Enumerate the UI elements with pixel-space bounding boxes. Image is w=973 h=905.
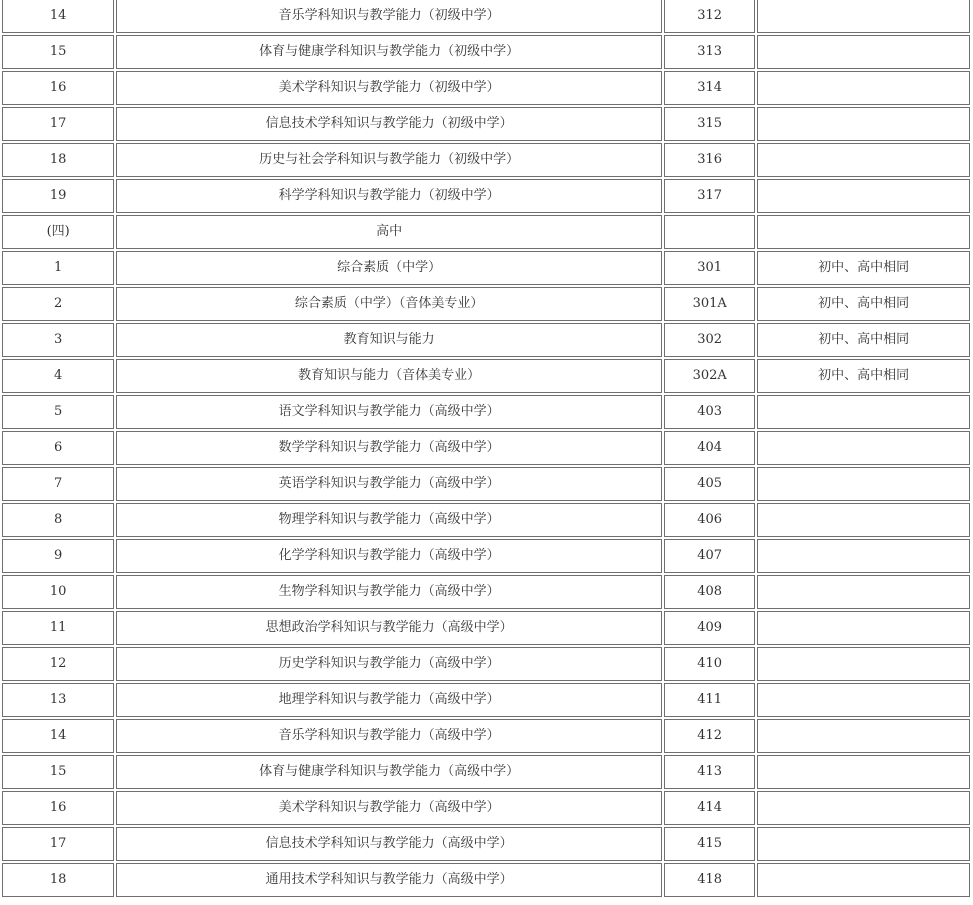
subject-name-cell: 音乐学科知识与教学能力（初级中学） [116, 0, 662, 33]
remark-cell [757, 215, 970, 249]
remark-cell [757, 431, 970, 465]
row-number-cell: 12 [2, 647, 114, 681]
subject-name-cell: 教育知识与能力（音体美专业） [116, 359, 662, 393]
subject-name-cell: 体育与健康学科知识与教学能力（初级中学） [116, 35, 662, 69]
subject-code-cell: 406 [664, 503, 755, 537]
remark-cell [757, 611, 970, 645]
table-row [2, 395, 970, 429]
remark-cell: 初中、高中相同 [757, 251, 970, 285]
subject-code-cell: 404 [664, 431, 755, 465]
subject-name-cell: 思想政治学科知识与教学能力（高级中学） [116, 611, 662, 645]
row-number-cell: 15 [2, 755, 114, 789]
row-number-cell: 17 [2, 107, 114, 141]
subject-name-cell: 信息技术学科知识与教学能力（初级中学） [116, 107, 662, 141]
row-number-cell: 16 [2, 791, 114, 825]
row-number-cell: 16 [2, 71, 114, 105]
subject-code-cell: 302 [664, 323, 755, 357]
subject-name-cell: 语文学科知识与教学能力（高级中学） [116, 395, 662, 429]
remark-cell [757, 647, 970, 681]
subject-name-cell: 物理学科知识与教学能力（高级中学） [116, 503, 662, 537]
subject-name-cell: 高中 [116, 215, 662, 249]
subject-name-cell: 生物学科知识与教学能力（高级中学） [116, 575, 662, 609]
row-number-cell: 4 [2, 359, 114, 393]
subject-code-cell: 407 [664, 539, 755, 573]
row-number-cell: 1 [2, 251, 114, 285]
remark-cell [757, 107, 970, 141]
table-row [2, 431, 970, 465]
remark-cell [757, 539, 970, 573]
section-header-row [2, 215, 970, 249]
row-number-cell: 14 [2, 0, 114, 33]
subject-name-cell: 科学学科知识与教学能力（初级中学） [116, 179, 662, 213]
row-number-cell: 14 [2, 719, 114, 753]
subject-code-cell: 403 [664, 395, 755, 429]
subject-code-cell: 314 [664, 71, 755, 105]
subject-code-cell: 410 [664, 647, 755, 681]
table-row [2, 503, 970, 537]
subject-code-cell: 418 [664, 863, 755, 897]
remark-cell: 初中、高中相同 [757, 323, 970, 357]
remark-cell [757, 863, 970, 897]
subject-code-cell: 301 [664, 251, 755, 285]
row-number-cell: 5 [2, 395, 114, 429]
row-number-cell: 6 [2, 431, 114, 465]
row-number-cell: 11 [2, 611, 114, 645]
table-row [2, 35, 970, 69]
table-row [2, 539, 970, 573]
subject-code-cell: 315 [664, 107, 755, 141]
subject-code-cell: 302A [664, 359, 755, 393]
subject-name-cell: 综合素质（中学）（音体美专业） [116, 287, 662, 321]
remark-cell [757, 503, 970, 537]
subject-name-cell: 美术学科知识与教学能力（高级中学） [116, 791, 662, 825]
remark-cell [757, 827, 970, 861]
subject-code-cell: 411 [664, 683, 755, 717]
remark-cell [757, 575, 970, 609]
subject-code-cell: 412 [664, 719, 755, 753]
row-number-cell: 18 [2, 863, 114, 897]
subject-code-cell: 415 [664, 827, 755, 861]
row-number-cell: 15 [2, 35, 114, 69]
remark-cell [757, 395, 970, 429]
table-body [2, 0, 970, 897]
table-row [2, 143, 970, 177]
subject-code-cell: 413 [664, 755, 755, 789]
subject-name-cell: 英语学科知识与教学能力（高级中学） [116, 467, 662, 501]
row-number-cell: 19 [2, 179, 114, 213]
row-number-cell: 13 [2, 683, 114, 717]
table-row [2, 755, 970, 789]
subject-code-cell: 409 [664, 611, 755, 645]
table-row [2, 323, 970, 357]
subject-name-cell: 历史与社会学科知识与教学能力（初级中学） [116, 143, 662, 177]
subject-code-cell: 301A [664, 287, 755, 321]
subject-name-cell: 化学学科知识与教学能力（高级中学） [116, 539, 662, 573]
subject-code-cell: 317 [664, 179, 755, 213]
subject-name-cell: 教育知识与能力 [116, 323, 662, 357]
table-row [2, 287, 970, 321]
row-number-cell: 2 [2, 287, 114, 321]
subject-name-cell: 音乐学科知识与教学能力（高级中学） [116, 719, 662, 753]
table-row [2, 791, 970, 825]
subject-name-cell: 综合素质（中学） [116, 251, 662, 285]
table-row [2, 827, 970, 861]
remark-cell [757, 683, 970, 717]
subject-name-cell: 信息技术学科知识与教学能力（高级中学） [116, 827, 662, 861]
table-row [2, 719, 970, 753]
remark-cell: 初中、高中相同 [757, 287, 970, 321]
remark-cell [757, 467, 970, 501]
table-row [2, 251, 970, 285]
table-row [2, 575, 970, 609]
subject-code-cell: 316 [664, 143, 755, 177]
remark-cell [757, 0, 970, 33]
row-number-cell: 10 [2, 575, 114, 609]
subject-code-cell: 405 [664, 467, 755, 501]
table-row [2, 683, 970, 717]
row-number-cell: 3 [2, 323, 114, 357]
remark-cell [757, 791, 970, 825]
remark-cell [757, 35, 970, 69]
subject-code-cell: 312 [664, 0, 755, 33]
table-row [2, 647, 970, 681]
remark-cell [757, 179, 970, 213]
table-row [2, 359, 970, 393]
subject-name-cell: 体育与健康学科知识与教学能力（高级中学） [116, 755, 662, 789]
table-row [2, 863, 970, 897]
table-row [2, 611, 970, 645]
table-row [2, 467, 970, 501]
subject-code-cell: 408 [664, 575, 755, 609]
subject-code-cell [664, 215, 755, 249]
row-number-cell: (四) [2, 215, 114, 249]
subject-code-cell: 313 [664, 35, 755, 69]
row-number-cell: 18 [2, 143, 114, 177]
remark-cell [757, 719, 970, 753]
remark-cell [757, 755, 970, 789]
table-row [2, 71, 970, 105]
subject-name-cell: 通用技术学科知识与教学能力（高级中学） [116, 863, 662, 897]
row-number-cell: 9 [2, 539, 114, 573]
subject-name-cell: 历史学科知识与教学能力（高级中学） [116, 647, 662, 681]
table-row [2, 179, 970, 213]
subject-name-cell: 数学学科知识与教学能力（高级中学） [116, 431, 662, 465]
row-number-cell: 17 [2, 827, 114, 861]
remark-cell [757, 143, 970, 177]
remark-cell: 初中、高中相同 [757, 359, 970, 393]
table-row [2, 107, 970, 141]
remark-cell [757, 71, 970, 105]
row-number-cell: 7 [2, 467, 114, 501]
row-number-cell: 8 [2, 503, 114, 537]
subject-name-cell: 美术学科知识与教学能力（初级中学） [116, 71, 662, 105]
subject-code-cell: 414 [664, 791, 755, 825]
table-row [2, 0, 970, 33]
subject-name-cell: 地理学科知识与教学能力（高级中学） [116, 683, 662, 717]
